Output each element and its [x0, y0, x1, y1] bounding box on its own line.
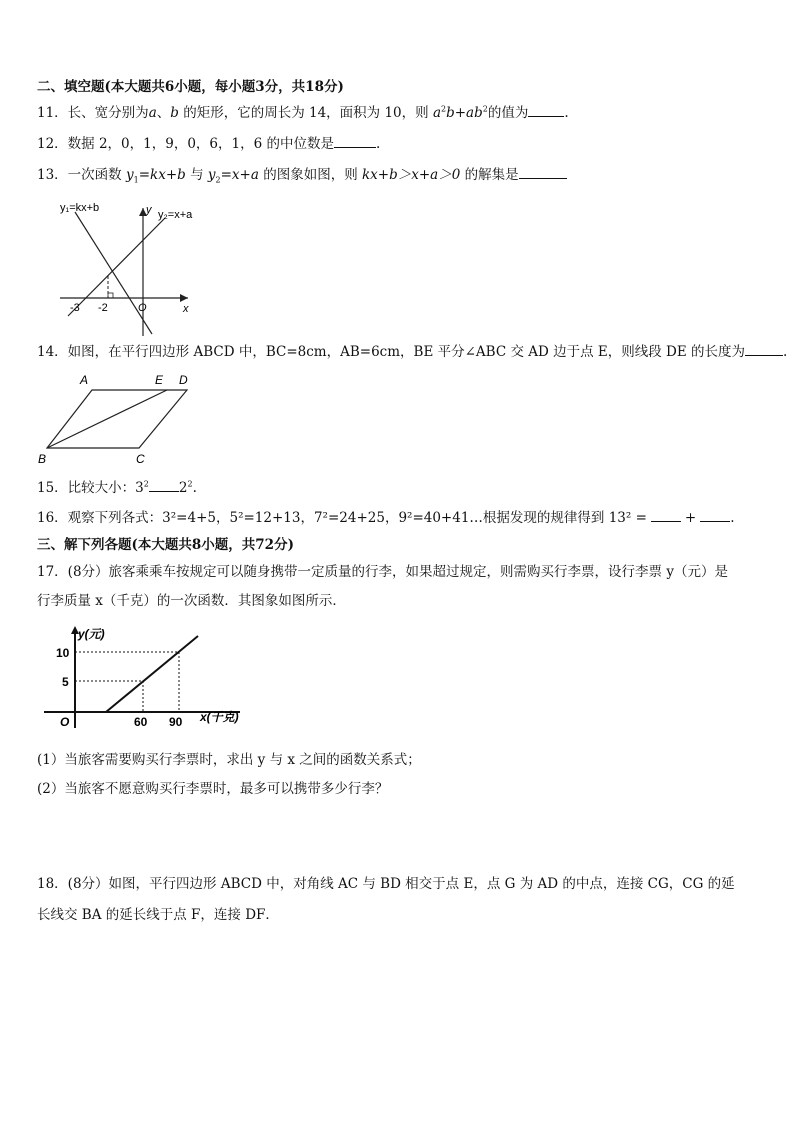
question-16: 16．观察下列各式：3²=4+5，5²=12+13，7²=24+25，9²=40+41…根据发现的规律得到 13² = + . — [37, 510, 735, 526]
question-18-line-1: 18．(8分）如图，平行四边形 ABCD 中，对角线 AC 与 BD 相交于点 E，点 G 为 AD 的中点，连接 CG，CG 的延 — [37, 876, 735, 892]
answer-blank[interactable] — [519, 166, 567, 179]
question-11: 11．长、宽分别为a、b 的矩形，它的周长为 14，面积为 10，则 $a^2b+ab^2$的值为 . — [37, 104, 569, 121]
q17-graph — [40, 620, 265, 735]
section-heading-solve: 三、解下列各题(本大题共8小题，共72分) — [37, 537, 294, 553]
question-14: 14．如图，在平行四边形 ABCD 中，BC=8cm，AB=6cm，BE 平分∠ABC 交 AD 边于点 E，则线段 DE 的长度为 . — [37, 344, 788, 360]
axis-y-label: y — [146, 204, 152, 216]
answer-blank-2[interactable] — [700, 509, 730, 522]
answer-blank[interactable] — [149, 479, 179, 492]
tick-y-5: 5 — [62, 675, 69, 689]
right-angle-mark — [108, 293, 113, 298]
x-axis-arrow-icon — [180, 294, 188, 302]
tick-x-60: 60 — [134, 715, 148, 729]
question-15: 15．比较大小：$3^2$ $2^2$. — [37, 479, 197, 496]
point-d-label: D — [179, 373, 188, 387]
answer-blank[interactable] — [334, 135, 376, 148]
point-b-label: B — [38, 452, 47, 466]
question-17-line-2: 行李质量 x（千克）的一次函数．其图象如图所示． — [37, 593, 346, 609]
tick-x-90: 90 — [169, 715, 183, 729]
answer-blank-1[interactable] — [651, 509, 681, 522]
segment-be — [47, 390, 167, 448]
question-17-part-1: (1）当旅客需要购买行李票时，求出 y 与 x 之间的函数关系式； — [37, 752, 421, 768]
section-heading-fill-blank: 二、填空题(本大题共6小题，每小题3分，共18分) — [37, 79, 344, 95]
origin-label: O — [60, 715, 70, 729]
function-line — [106, 636, 198, 712]
origin-label: O — [138, 302, 147, 314]
label-y2: y₂=x+a — [158, 209, 193, 221]
q14-parallelogram — [34, 370, 204, 468]
question-17-line-1: 17．(8分）旅客乘乘车按规定可以随身携带一定质量的行李，如果超过规定，则需购买行李票，设行李票 y（元）是 — [37, 564, 728, 580]
axis-x-label: x — [183, 303, 189, 315]
answer-blank[interactable] — [745, 343, 783, 356]
q13-graph — [40, 196, 240, 341]
point-a-label: A — [80, 373, 89, 387]
point-c-label: C — [136, 452, 145, 466]
parallelogram-abcd — [47, 390, 187, 448]
question-18-line-2: 长线交 BA 的延长线于点 F，连接 DF． — [37, 907, 279, 923]
axis-x-label: x(千克) — [200, 710, 239, 724]
question-17-part-2: (2）当旅客不愿意购买行李票时，最多可以携带多少行李？ — [37, 781, 389, 797]
line-y2 — [68, 218, 165, 316]
axis-y-label: y(元) — [78, 627, 105, 641]
answer-blank[interactable] — [528, 104, 564, 117]
tick-minus-2: -2 — [98, 302, 108, 314]
tick-minus-3: -3 — [70, 302, 80, 314]
line-y1 — [75, 212, 152, 334]
tick-y-10: 10 — [56, 646, 70, 660]
question-13: 13．一次函数 $y_1=kx+b$ 与 $y_2=x+a$ 的图象如图，则 kx+b＞x+a＞0 的解集是 — [37, 166, 567, 184]
point-e-label: E — [155, 373, 164, 387]
label-y1: y₁=kx+b — [60, 202, 100, 214]
question-12: 12．数据 2，0，1，9，0，6，1，6 的中位数是 . — [37, 136, 381, 152]
